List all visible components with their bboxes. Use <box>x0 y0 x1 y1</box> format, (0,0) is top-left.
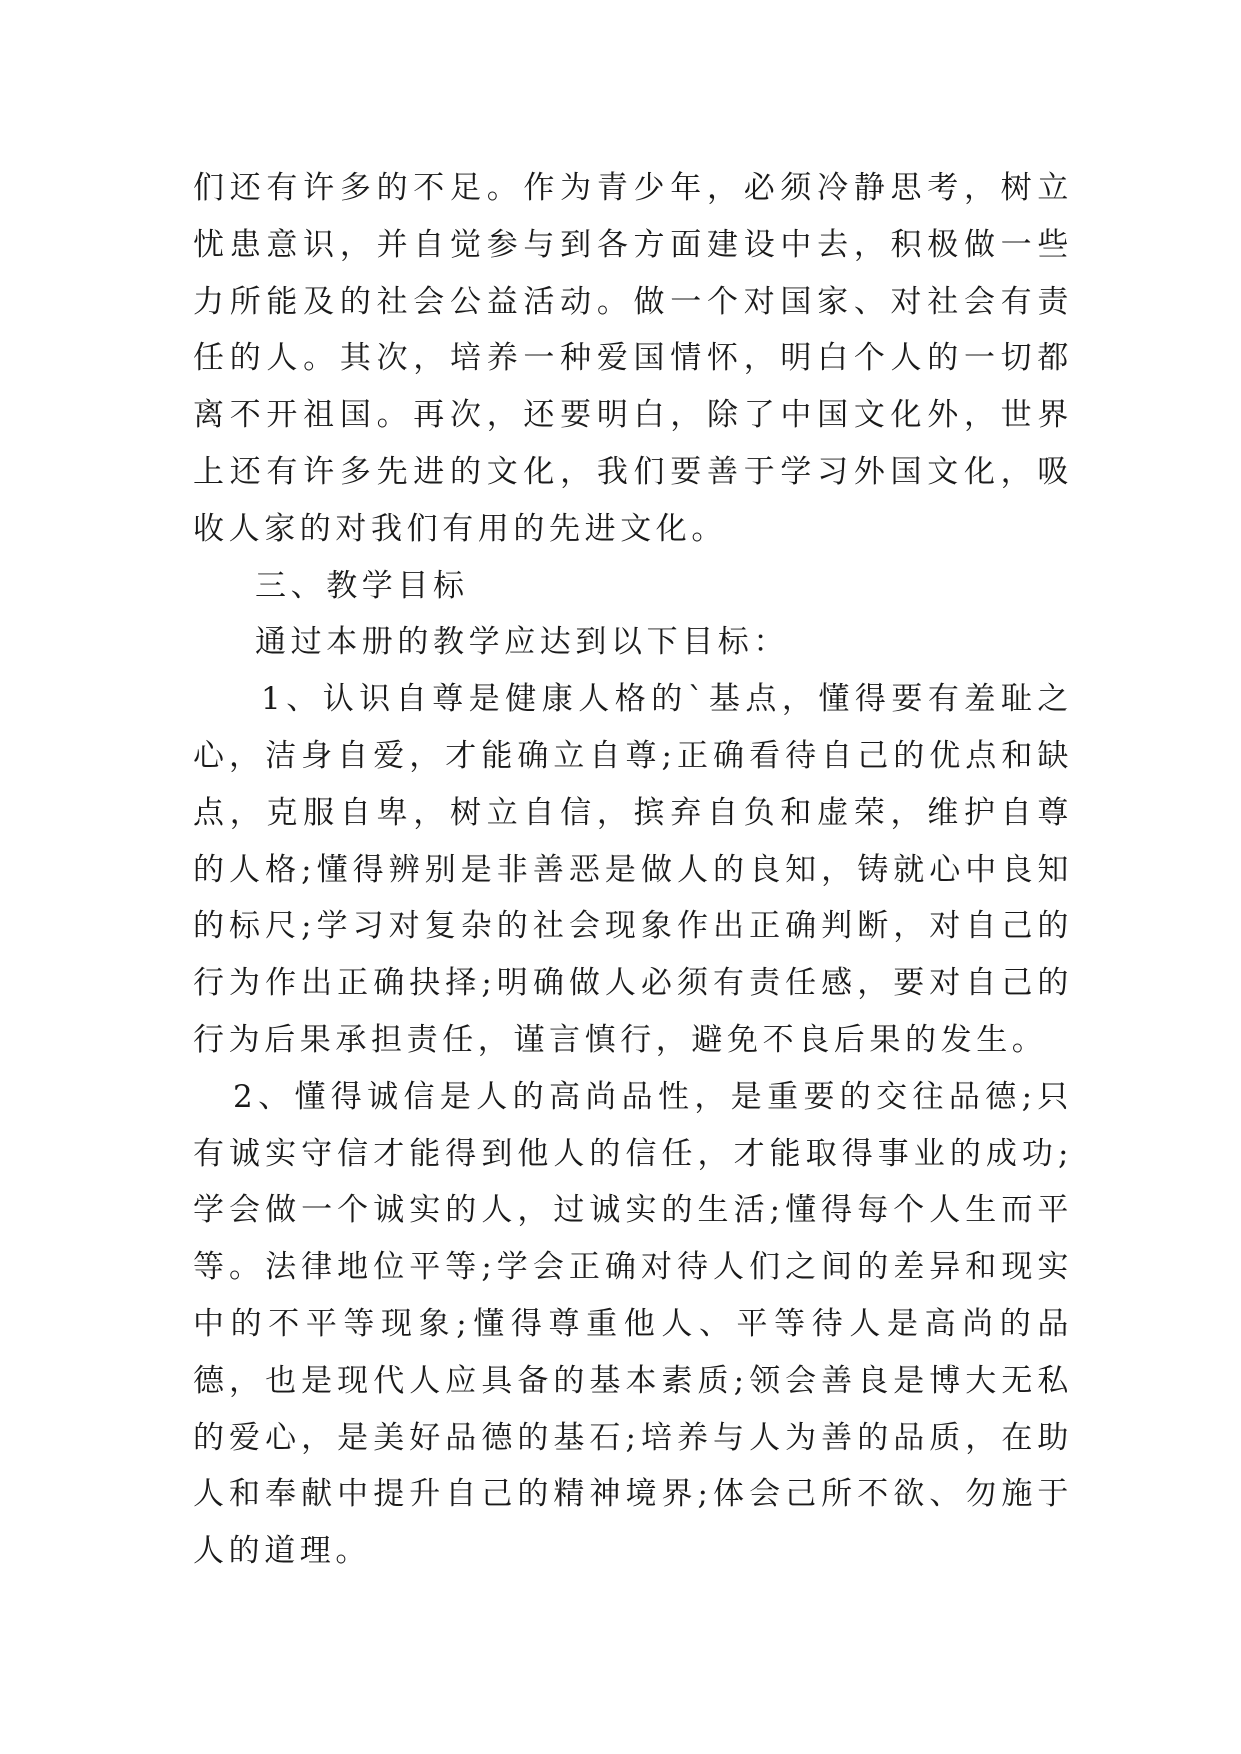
section-heading: 三、教学目标 <box>255 567 469 604</box>
paragraph-intro-continuation: 们还有许多的不足。作为青少年，必须冷静思考，树立忧患意识，并自觉参与到各方面建设中去，积极做一些力所能及的社会公益活动。做一个对国家、对社会有责任的人。其次，培养一种爱国情怀，明白个人的一切都离不开祖国。再次，还要明白，除了中国文化外，世界上还有许多先进的文化，我们要善于学习外国文化，吸收人家的对我们有用的先进文化。 <box>193 170 1073 547</box>
paragraph-objective-1: 1、认识自尊是健康人格的`基点，懂得要有羞耻之心，洁身自爱，才能确立自尊;正确看待自己的优点和缺点，克服自卑，树立自信，摈弃自负和虚荣，维护自尊的人格;懂得辨别是非善恶是做人的良知，铸就心中良知的标尺;学习对复杂的社会现象作出正确判断，对自己的行为作出正确抉择;明确做人必须有责任感，要对自己的行为后果承担责任，谨言慎行，避免不良后果的发生。 <box>193 681 1073 1058</box>
document-body <box>193 160 1073 1580</box>
paragraph-objectives-intro: 通过本册的教学应达到以下目标： <box>255 624 789 661</box>
paragraph-objective-2: 2、懂得诚信是人的高尚品性，是重要的交往品德;只有诚实守信才能得到他人的信任，才能取得事业的成功;学会做一个诚实的人，过诚实的生活;懂得每个人生而平等。法律地位平等;学会正确对待人们之间的差异和现实中的不平等现象;懂得尊重他人、平等待人是高尚的品德，也是现代人应具备的基本素质;领会善良是博大无私的爱心，是美好品德的基石;培养与人为善的品质，在助人和奉献中提升自己的精神境界;体会己所不欲、勿施于人的道理。 <box>193 1078 1073 1570</box>
